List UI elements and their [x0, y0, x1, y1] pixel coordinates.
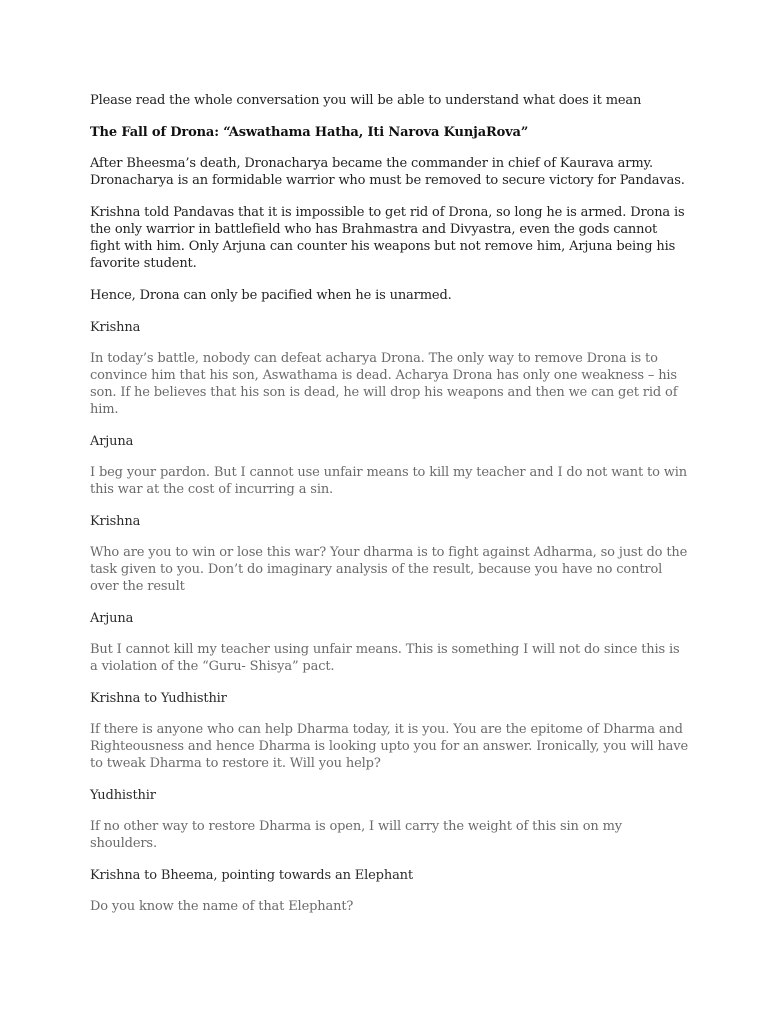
speaker-label: Arjuna [90, 611, 134, 626]
title-subtitle: “Aswathama Hatha, Iti Narova KunjaRova” [223, 125, 529, 140]
speaker-label: Yudhisthir [90, 788, 156, 803]
speech-text: If no other way to restore Dharma is open, I will carry the weight of this sin on my shoulders. [90, 819, 622, 851]
speech-text: But I cannot kill my teacher using unfair means. This is something I will not do since this is a violation of the “Guru- Shisya” pact. [90, 642, 680, 674]
speech-text: I beg your pardon. But I cannot use unfair means to kill my teacher and I do not want to win this war at the cost of incurring a sin. [90, 465, 687, 497]
speech-text: If there is anyone who can help Dharma today, it is you. You are the epitome of Dharma and Righteousness and hence Dharma is looking upto you for an answer. Ironically, you will have to tweak Dharma to restore it. Will you help? [90, 722, 689, 771]
narration-paragraph: Krishna told Pandavas that it is impossible to get rid of Drona, so long he is armed. Drona is the only warrior in battlefield who has Brahmastra and Divyastra, even the gods cannot fight with him. Only Arjuna can counter his weapons but not remove him, Arjuna being his favorite student. [90, 205, 685, 271]
speaker-label: Arjuna [90, 434, 134, 449]
title-main: The Fall of Drona [90, 125, 215, 140]
speech-text: In today’s battle, nobody can defeat acharya Drona. The only way to remove Drona is to convince him that his son, Aswathama is dead. Acharya Drona has only one weakness – his son. If he believes that his son is dead, he will drop his weapons and then we can get rid of him. [90, 351, 678, 417]
speech-text: Do you know the name of that Elephant? [90, 899, 354, 914]
speaker-label: Krishna [90, 514, 141, 529]
title-separator: : [214, 125, 224, 140]
narration-paragraph: Hence, Drona can only be pacified when he is unarmed. [90, 288, 452, 303]
document-page [90, 92, 690, 930]
narration-paragraph: After Bheesma’s death, Dronacharya became the commander in chief of Kaurava army. Dronacharya is an formidable warrior who must be removed to secure victory for Pandavas. [90, 156, 685, 188]
speech-text: Who are you to win or lose this war? Your dharma is to fight against Adharma, so just do the task given to you. Don’t do imaginary analysis of the result, because you have no control over the result [90, 545, 688, 594]
speaker-label: Krishna [90, 320, 141, 335]
speaker-label: Krishna to Yudhisthir [90, 691, 227, 706]
document-title [90, 124, 690, 141]
speaker-label: Krishna to Bheema, pointing towards an Elephant [90, 868, 413, 883]
intro-text: Please read the whole conversation you will be able to understand what does it mean [90, 93, 642, 108]
